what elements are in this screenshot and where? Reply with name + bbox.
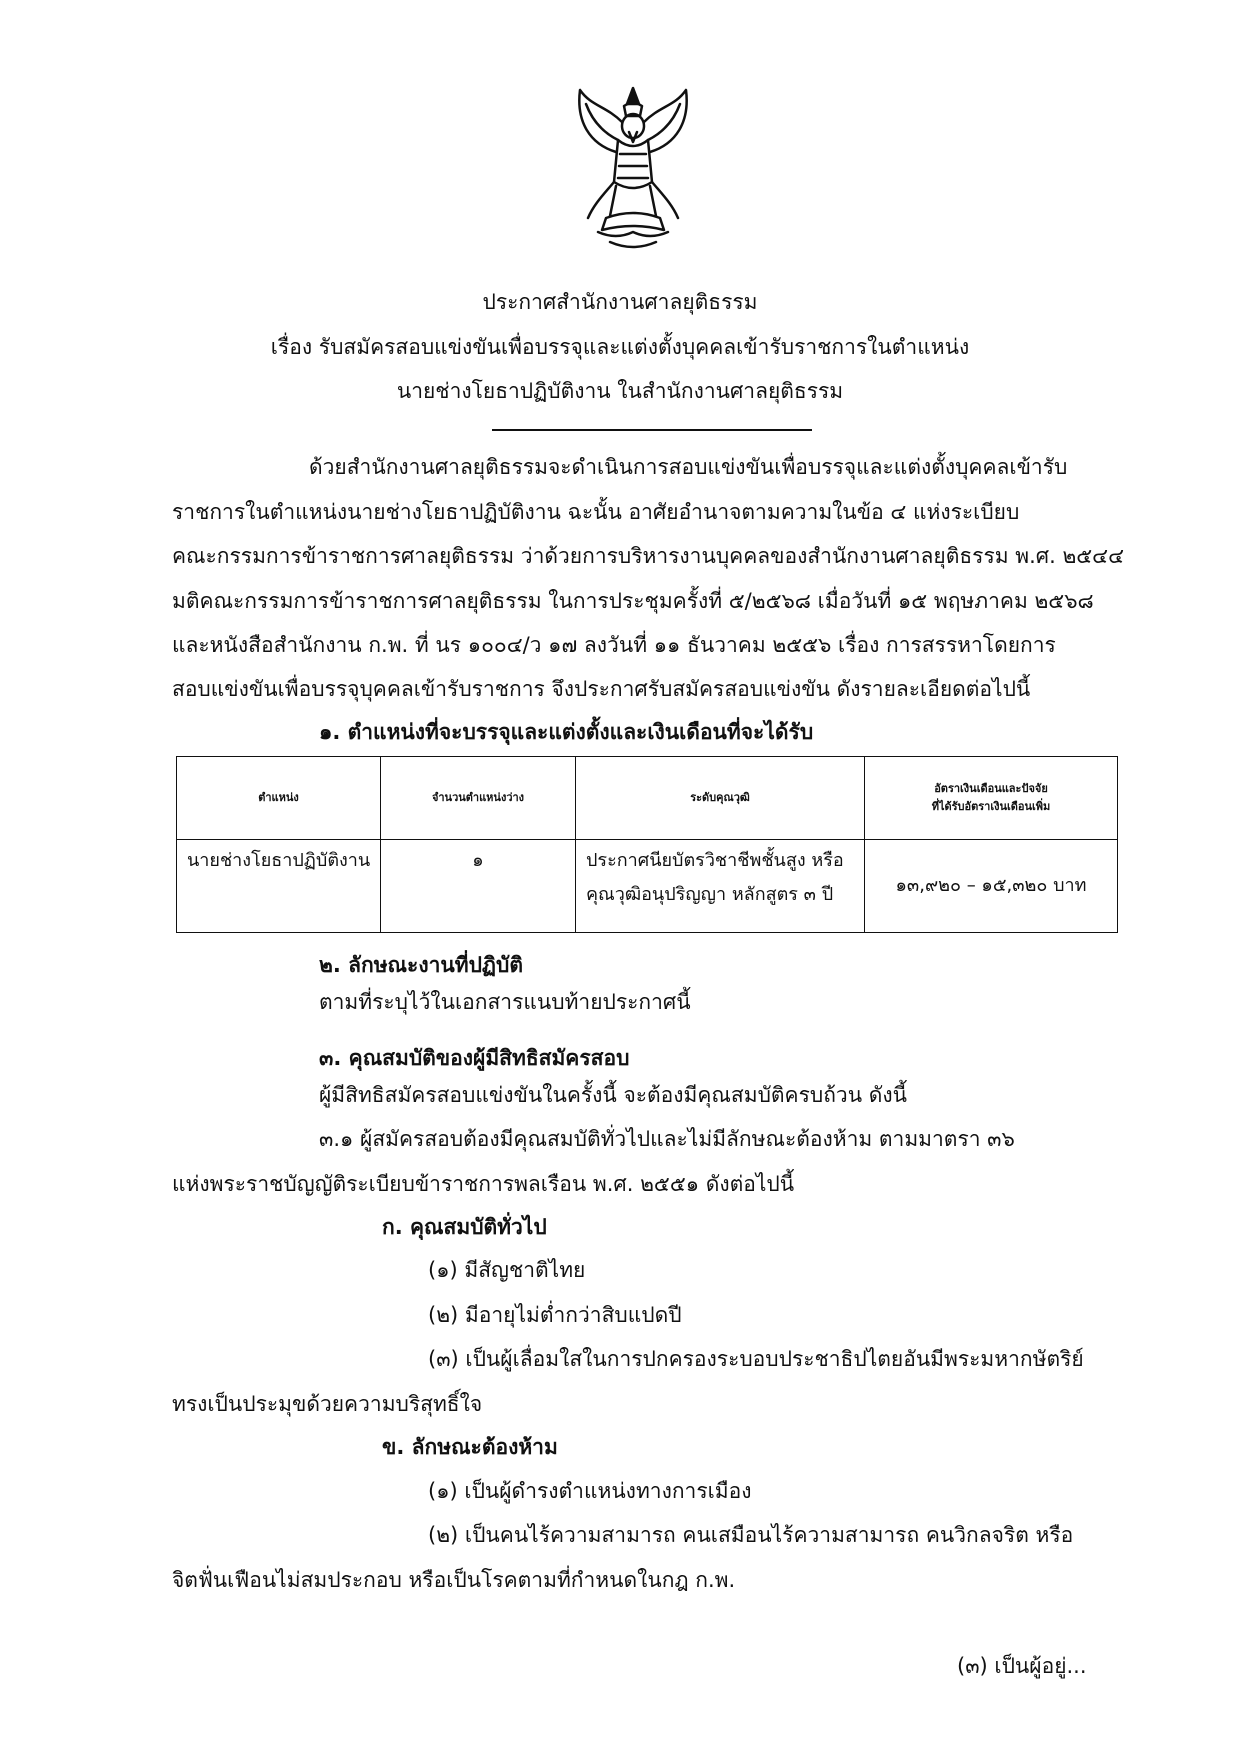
table-header-row (177, 757, 1118, 840)
title-divider (492, 429, 812, 431)
intro-line-3: คณะกรรมการข้าราชการศาลยุติธรรม ว่าด้วยการบริหารงานบุคคลของสำนักงานศาลยุติธรรม พ.ศ. ๒๕๔๔ (172, 544, 1124, 568)
general-item-1: (๑) มีสัญชาติไทย (428, 1258, 586, 1282)
header-qualification: ระดับคุณวุฒิ (576, 757, 865, 840)
document-title: ประกาศสำนักงานศาลยุติธรรม (482, 290, 758, 314)
general-item-2: (๒) มีอายุไม่ต่ำกว่าสิบแปดปี (428, 1303, 682, 1327)
subject-line-2: นายช่างโยธาปฏิบัติงาน ในสำนักงานศาลยุติธรรม (396, 379, 844, 403)
cell-vacancies: ๑ (381, 840, 576, 933)
header-salary (865, 757, 1118, 840)
prohibit-item-2-continuation: จิตฟั่นเฟือนไม่สมประกอบ หรือเป็นโรคตามที่กำหนดในกฎ ก.พ. (172, 1568, 736, 1592)
header-salary-line-2: ที่ได้รับอัตราเงินเดือนเพิ่ม (931, 800, 1051, 813)
header-vacancies: จำนวนตำแหน่งว่าง (381, 757, 576, 840)
qualification-line-2: คุณวุฒิอนุปริญญา หลักสูตร ๓ ปี (586, 884, 834, 905)
cell-position: นายช่างโยธาปฏิบัติงาน (177, 840, 381, 933)
intro-line-2: ราชการในตำแหน่งนายช่างโยธาปฏิบัติงาน ฉะนั้น อาศัยอำนาจตามความในข้อ ๔ แห่งระเบียบ (172, 500, 1020, 524)
subject-line-1: เรื่อง รับสมัครสอบแข่งขันเพื่อบรรจุและแต่งตั้งบุคคลเข้ารับราชการในตำแหน่ง (270, 335, 970, 359)
section-3-intro: ผู้มีสิทธิสมัครสอบแข่งขันในครั้งนี้ จะต้องมีคุณสมบัติครบถ้วน ดังนี้ (319, 1083, 907, 1107)
prohibit-item-1: (๑) เป็นผู้ดำรงตำแหน่งทางการเมือง (428, 1479, 752, 1503)
intro-line-1: ด้วยสำนักงานศาลยุติธรรมจะดำเนินการสอบแข่งขันเพื่อบรรจุและแต่งตั้งบุคคลเข้ารับ (309, 455, 1068, 479)
section-2-heading: ๒. ลักษณะงานที่ปฏิบัติ (319, 953, 523, 977)
intro-line-5: และหนังสือสำนักงาน ก.พ. ที่ นร ๑๐๐๔/ว ๑๗ ลงวันที่ ๑๑ ธันวาคม ๒๕๕๖ เรื่อง การสรรหาโดยการ (172, 633, 1056, 657)
cell-qualification (576, 840, 865, 933)
cell-salary: ๑๓,๙๒๐ – ๑๕,๓๒๐ บาท (865, 840, 1118, 933)
header-position: ตำแหน่ง (177, 757, 381, 840)
general-qualifications-heading: ก. คุณสมบัติทั่วไป (382, 1215, 547, 1239)
general-item-3-continuation: ทรงเป็นประมุขด้วยความบริสุทธิ์ใจ (172, 1392, 483, 1416)
item-3-1-line-2: แห่งพระราชบัญญัติระเบียบข้าราชการพลเรือน พ.ศ. ๒๕๕๑ ดังต่อไปนี้ (172, 1172, 795, 1196)
section-2-body: ตามที่ระบุไว้ในเอกสารแนบท้ายประกาศนี้ (319, 990, 691, 1014)
garuda-emblem (566, 82, 701, 257)
item-3-1-line-1: ๓.๑ ผู้สมัครสอบต้องมีคุณสมบัติทั่วไปและไม่มีลักษณะต้องห้าม ตามมาตรา ๓๖ (319, 1127, 1015, 1151)
section-1-heading: ๑. ตำแหน่งที่จะบรรจุและแต่งตั้งและเงินเดือนที่จะได้รับ (319, 720, 814, 744)
header-salary-line-1: อัตราเงินเดือนและปัจจัย (934, 782, 1048, 795)
intro-line-6: สอบแข่งขันเพื่อบรรจุบุคคลเข้ารับราชการ จึงประกาศรับสมัครสอบแข่งขัน ดังรายละเอียดต่อไปนี้ (172, 677, 1031, 701)
table-row (177, 840, 1118, 933)
prohibit-item-2: (๒) เป็นคนไร้ความสามารถ คนเสมือนไร้ความสามารถ คนวิกลจริต หรือ (428, 1523, 1074, 1547)
intro-line-4: มติคณะกรรมการข้าราชการศาลยุติธรรม ในการประชุมครั้งที่ ๕/๒๕๖๘ เมื่อวันที่ ๑๕ พฤษภาคม ๒๕๖๘ (172, 589, 1094, 613)
prohibitions-heading: ข. ลักษณะต้องห้าม (382, 1435, 558, 1459)
qualification-line-1: ประกาศนียบัตรวิชาชีพชั้นสูง หรือ (586, 850, 844, 871)
section-3-heading: ๓. คุณสมบัติของผู้มีสิทธิสมัครสอบ (319, 1046, 630, 1070)
position-table (176, 756, 1118, 933)
page-continuation: (๓) เป็นผู้อยู่... (957, 1654, 1087, 1678)
general-item-3: (๓) เป็นผู้เลื่อมใสในการปกครองระบอบประชาธิปไตยอันมีพระมหากษัตริย์ (428, 1347, 1084, 1371)
